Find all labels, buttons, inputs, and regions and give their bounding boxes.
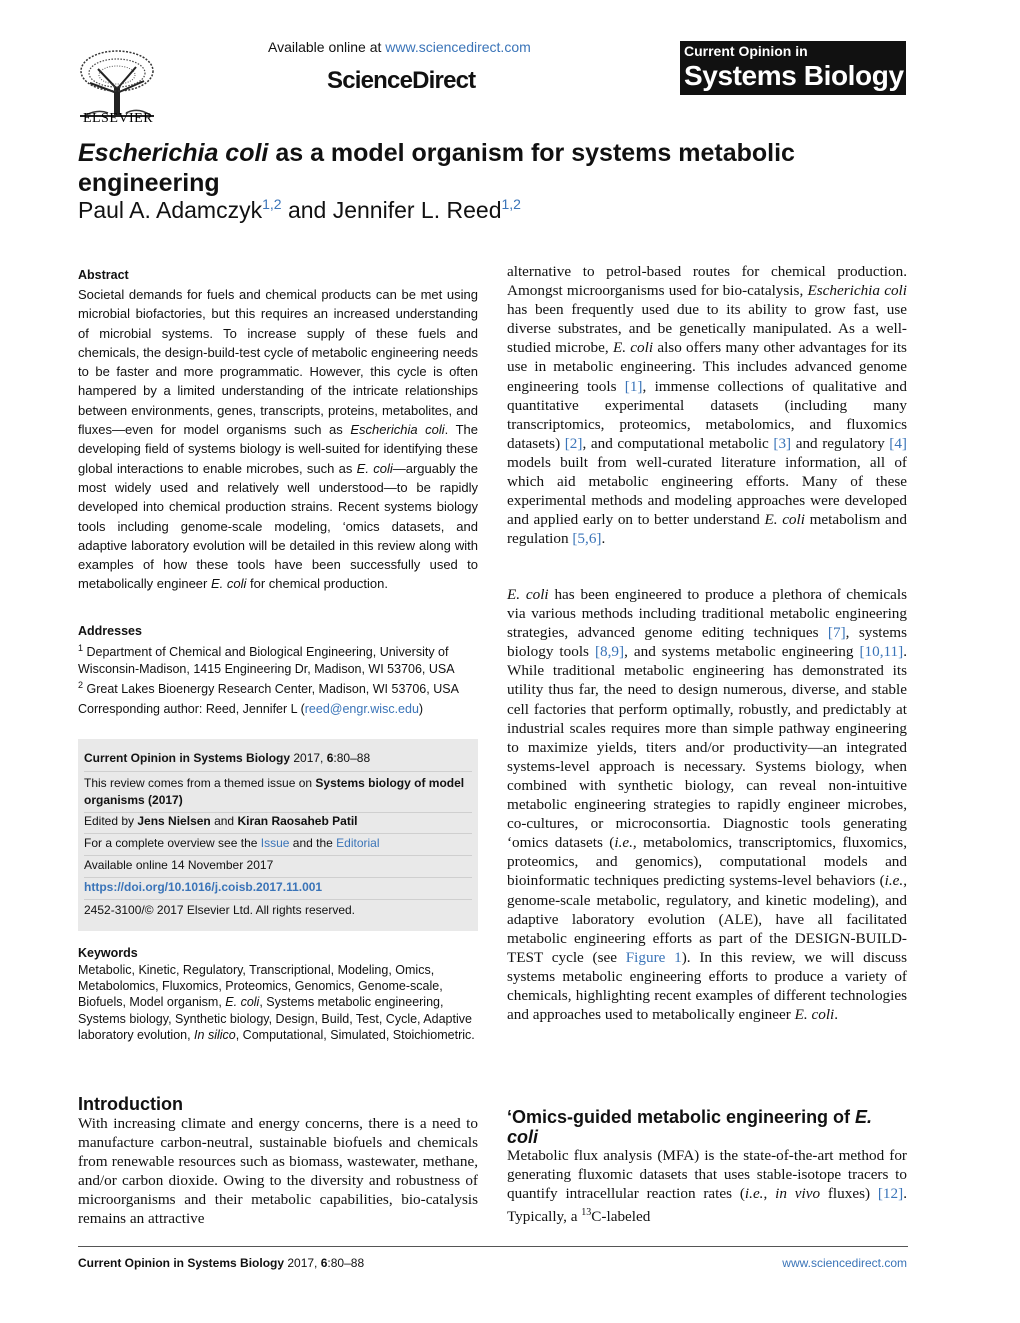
abstract-span: Societal demands for fuels and chemical products can be met using microbial biofactories, but this requires an increased understanding of microbial systems. To increase supply of these fuels and chemicals, the design-build-test cycle of metabolic engineering needs to be faster and more programmatic. However, this cycle is often hampered by a limited understanding of the intricate relationships between environments, genes, transcripts, proteins, metabolites, and fluxes—even for model organisms such as xyxy=(78,287,478,438)
body-span: has been engineered to produce a plethora of chemicals via various methods including traditional metabolic engineering strategies, advanced genome editing techniques xyxy=(507,586,907,642)
body-span: . While traditional metabolic engineering has demonstrated its utility thus far, the need to design numerous, diverse, and stable cell factories that perform optimally, robustly, and predictably at industrial scales requires more than simple pathway engineering to maximize yields, titers and/or productivity—an integrated systems-level approach is necessary. Systems biology, when combined with synthetic biology, can reveal non-intuitive metabolic engineering strategies to rapidly engineer microbes, co-cultures, or microconsortia. Diagnostic tools generating ‘omics datasets ( xyxy=(507,643,907,852)
abstract-italic: Escherichia coli xyxy=(350,422,445,438)
author-list xyxy=(78,196,521,224)
info-divider xyxy=(84,833,472,834)
body-span: models built from well-curated literature information, all of which aid metabolic engineering efforts. Many of these experimental methods and modeling approaches were developed and applied early on to better understand xyxy=(507,453,907,529)
keywords-italic: E. coli xyxy=(225,995,260,1010)
body-span: fluxes) xyxy=(820,1185,878,1203)
issue-link[interactable]: Issue xyxy=(260,836,290,850)
info-overview-and: and the xyxy=(289,836,337,850)
reference-link[interactable]: [4] xyxy=(889,434,907,452)
info-divider xyxy=(84,771,472,772)
doi-link[interactable]: https://doi.org/10.1016/j.coisb.2017.11.001 xyxy=(84,880,323,894)
keywords-span: Metabolic, Kinetic, Regulatory, Transcriptional, Modeling, Omics, Metabolomics, Fluxomics, Proteomics, Genomics, Genome-scale, Biofuels, Model organism, xyxy=(78,963,443,1010)
reference-link[interactable]: [5,6] xyxy=(572,530,602,548)
address-marker: 1 xyxy=(78,643,84,653)
body-italic: i.e. xyxy=(744,1185,764,1203)
body-span: . xyxy=(601,530,606,548)
footer-citation xyxy=(78,1256,364,1270)
address-text: Great Lakes Bioenergy Research Center, Madison, WI 53706, USA xyxy=(83,682,459,697)
author-affiliation-ref[interactable]: 1,2 xyxy=(501,196,521,212)
body-span: ). In this review, we will discuss systems metabolic engineering efforts to produce a variety of chemicals, highlighting recent examples of different technologies and approaches used to metabolically engineer xyxy=(507,948,908,1024)
info-overview xyxy=(84,835,474,852)
corresponding-author-label: Corresponding author: Reed, Jennifer L ( xyxy=(78,702,305,716)
body-span: , immense collections of qualitative and quantitative experimental datasets (including many transcriptomics, proteomics, metabolomics, and fluxomics datasets) xyxy=(507,377,907,452)
corresponding-author-close: ) xyxy=(418,702,424,716)
body-italic: E. coli xyxy=(612,339,654,357)
info-editor-name: Jens Nielsen xyxy=(137,814,211,828)
info-volume: 6 xyxy=(326,751,334,765)
introduction-text: With increasing climate and energy concerns, there is a need to manufacture carbon-neutral, sustainable biofuels and chemicals from renewable resources such as biomass, wastewater, methane, and/or carbon dioxide. Owing to the diversity and robustness of microorganisms and their metabolic capabilities, bio-catalysis remains an attractive xyxy=(78,1115,478,1228)
body-span: metabolism and regulation xyxy=(507,511,907,548)
reference-link[interactable]: [8,9] xyxy=(594,643,625,661)
info-doi xyxy=(84,879,474,896)
footer-pages: :80–88 xyxy=(327,1256,365,1270)
body-span: and regulatory xyxy=(791,434,890,452)
info-divider xyxy=(84,899,472,900)
info-citation xyxy=(84,750,474,767)
body-italic: in vivo xyxy=(775,1185,821,1203)
journal-banner-line2: Systems Biology xyxy=(684,60,904,91)
body-paragraph xyxy=(507,1146,907,1226)
keywords-span: , Systems metabolic engineering, Systems biology, Synthetic biology, Design, Build, Test, Cycle, Adaptive laboratory evolution, xyxy=(78,995,472,1042)
corresponding-email-link[interactable]: reed@engr.wisc.edu xyxy=(304,702,419,716)
author-separator: and xyxy=(281,197,333,223)
body-span: , and systems metabolic engineering xyxy=(624,643,860,661)
info-editors xyxy=(84,813,474,830)
address-text: Department of Chemical and Biological Engineering, University of Wisconsin-Madison, 1415 Engineering Dr, Madison, WI 53706, USA xyxy=(78,645,455,676)
abstract-italic: E. coli xyxy=(210,576,247,592)
author-name[interactable]: Paul A. Adamczyk xyxy=(78,197,263,223)
reference-link[interactable]: [7] xyxy=(827,624,846,642)
article-title xyxy=(78,138,798,198)
address-marker: 2 xyxy=(78,680,84,691)
info-editors-and: and xyxy=(210,814,238,828)
body-span: . xyxy=(834,1006,839,1024)
journal-banner-line1: Current Opinion in xyxy=(684,43,808,59)
footer-divider xyxy=(78,1246,908,1247)
body-paragraph xyxy=(507,585,907,1024)
info-theme-name: Systems biology of model organisms (2017) xyxy=(84,776,465,807)
footer-journal: Current Opinion in Systems Biology xyxy=(78,1256,285,1270)
reference-link[interactable]: [10,11] xyxy=(859,643,904,661)
body-italic: Escherichia coli xyxy=(807,282,907,300)
available-online-label: Available online at xyxy=(268,39,386,55)
abstract-text xyxy=(78,285,478,594)
body-span: , and computational metabolic xyxy=(582,434,774,452)
body-span: , xyxy=(763,1185,776,1203)
footer-volume: 6 xyxy=(320,1256,328,1270)
body-span: , genome-scale metabolic, regulatory, and kinetic modeling), and adaptive laboratory evolution (ALE), have all facilitated metabolic engineering efforts as part of the DESIGN-BUILD-TEST cycle (see xyxy=(507,872,907,966)
keywords-list xyxy=(78,962,478,1043)
body-span: also offers many other advantages for its use in metabolic engineering. This includes advanced genome engineering tools xyxy=(507,339,907,395)
reference-link[interactable]: [1] xyxy=(624,377,643,395)
reference-link[interactable]: [3] xyxy=(773,434,792,452)
addresses-heading: Addresses xyxy=(78,624,142,638)
editorial-link[interactable]: Editorial xyxy=(336,836,380,850)
address-item xyxy=(78,640,478,677)
body-paragraph xyxy=(507,262,907,548)
reference-link[interactable]: [2] xyxy=(564,434,583,452)
body-span: , metabolomics, transcriptomics, fluxomics, proteomics, and genomics), computational models and bioinformatic techniques predicting systems-level behaviors ( xyxy=(507,834,907,890)
article-title-rest: as a model organism for systems metabolic engineering xyxy=(78,139,795,197)
section-heading-italic: E. coli xyxy=(507,1107,873,1147)
info-editor-name: Kiran Raosaheb Patil xyxy=(237,814,358,828)
figure-link[interactable]: Figure 1 xyxy=(625,948,682,966)
info-theme xyxy=(84,775,474,809)
abstract-span: for chemical production. xyxy=(246,576,388,592)
publisher-logo-text: ELSEVIER xyxy=(82,111,154,126)
article-title-organism: Escherichia coli xyxy=(78,139,269,167)
sciencedirect-wordmark: ScienceDirect xyxy=(327,67,476,94)
body-italic: i.e. xyxy=(614,834,633,852)
corresponding-author xyxy=(78,702,478,716)
reference-link[interactable]: [12] xyxy=(877,1185,904,1203)
body-italic: E. coli xyxy=(507,586,549,603)
section-heading-omics xyxy=(507,1107,907,1147)
footer-year: 2017, xyxy=(284,1256,321,1270)
body-italic: i.e. xyxy=(884,872,904,890)
keywords-heading: Keywords xyxy=(78,946,138,960)
body-span: , systems biology tools xyxy=(507,624,907,661)
info-divider xyxy=(84,855,472,856)
abstract-italic: E. coli xyxy=(356,460,393,476)
addresses-list xyxy=(78,640,478,698)
body-span: C-labeled xyxy=(591,1208,651,1226)
journal-banner xyxy=(680,41,906,95)
info-available-date: Available online 14 November 2017 xyxy=(84,858,274,872)
abstract-span: —arguably the most widely used and relatively well understood—to be rapidly developed into chemical production strains. Recent systems biology tools including genome-scale modeling, ‘omics datasets, and adaptive laboratory evolution will be detailed in this review along with examples of how these tools have been successfully used to metabolically engineer xyxy=(78,460,478,592)
info-theme-label: This review comes from a themed issue on xyxy=(84,776,316,790)
info-copyright: 2452-3100/© 2017 Elsevier Ltd. All rights reserved. xyxy=(84,903,355,917)
body-italic: E. coli xyxy=(764,511,805,529)
author-affiliation-ref[interactable]: 1,2 xyxy=(262,196,282,212)
sciencedirect-link[interactable]: www.sciencedirect.com xyxy=(385,39,531,55)
article-info-box xyxy=(78,739,478,931)
author-name[interactable]: Jennifer L. Reed xyxy=(332,197,502,223)
body-italic: E. coli xyxy=(794,1006,835,1024)
keywords-span: , Computational, Simulated, Stoichiometric. xyxy=(235,1027,475,1042)
available-online-line xyxy=(268,39,531,55)
footer-sciencedirect-link[interactable]: www.sciencedirect.com xyxy=(782,1256,907,1270)
body-span: . Typically, a xyxy=(507,1185,907,1226)
address-item xyxy=(78,677,478,698)
abstract-heading: Abstract xyxy=(78,268,129,282)
info-overview-label: For a complete overview see the xyxy=(84,836,261,850)
isotope-superscript: 13 xyxy=(581,1207,592,1219)
section-heading-text: ‘Omics-guided metabolic engineering of xyxy=(507,1107,856,1127)
introduction-heading: Introduction xyxy=(78,1094,183,1114)
footer-url xyxy=(700,1256,907,1270)
body-span: alternative to petrol-based routes for chemical production. Amongst microorganisms used for bio-catalysis, xyxy=(507,263,907,300)
info-divider xyxy=(84,877,472,878)
info-editors-label: Edited by xyxy=(84,814,138,828)
info-pages: :80–88 xyxy=(333,751,371,765)
info-journal: Current Opinion in Systems Biology xyxy=(84,751,291,765)
abstract-span: . The developing field of systems biology is well-suited for identifying these global interactions to enable microbes, such as xyxy=(78,422,478,476)
body-span: Metabolic flux analysis (MFA) is the state-of-the-art method for generating fluxomic datasets that uses stable-isotope tracers to quantify intracellular reaction rates ( xyxy=(507,1147,907,1203)
info-year: 2017, xyxy=(290,751,327,765)
keywords-italic: In silico xyxy=(194,1027,236,1042)
body-span: has been frequently used due to its ability to grow fast, use diverse substrates, and be genetically manipulated. As a well-studied microbe, xyxy=(507,301,907,357)
